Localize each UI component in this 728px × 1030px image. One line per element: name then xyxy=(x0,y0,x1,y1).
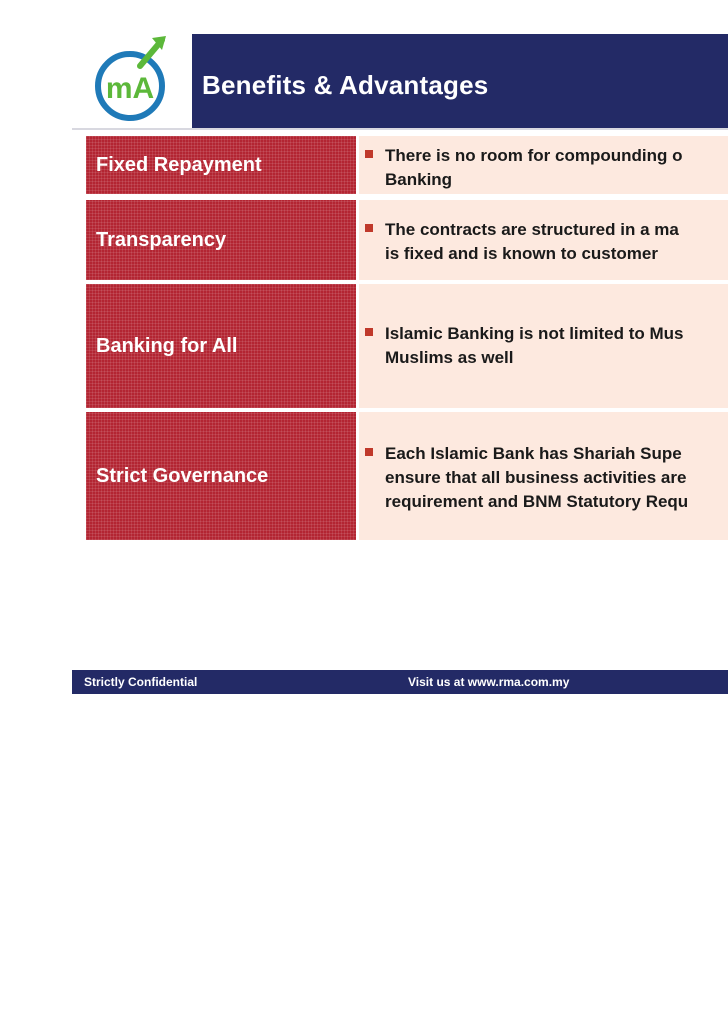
benefit-description xyxy=(359,200,728,280)
bullet-line: Muslims as well xyxy=(385,348,514,367)
benefit-label: Transparency xyxy=(96,228,227,251)
benefit-label: Banking for All xyxy=(96,334,238,357)
confidential-notice: Strictly Confidential xyxy=(84,675,198,689)
benefit-row-banking-for-all xyxy=(86,284,728,408)
square-bullet-icon xyxy=(365,224,373,232)
square-bullet-icon xyxy=(365,448,373,456)
bullet-line: requirement and BNM Statutory Requ xyxy=(385,492,689,511)
bullet-line: is fixed and is known to customer xyxy=(385,244,658,263)
bullet-item xyxy=(365,144,683,192)
rma-logo-icon xyxy=(90,36,172,124)
logo-text: mA xyxy=(105,72,155,105)
website-link[interactable]: Visit us at www.rma.com.my xyxy=(408,675,570,689)
bullet-line: ensure that all business activities are xyxy=(385,468,687,487)
benefit-description xyxy=(359,284,728,408)
benefit-label-cell xyxy=(86,200,356,280)
bullet-line: Banking xyxy=(385,170,453,189)
bullet-line: There is no room for compounding o xyxy=(385,146,683,165)
bullet-item xyxy=(365,218,679,266)
square-bullet-icon xyxy=(365,328,373,336)
bullet-line: Islamic Banking is not limited to Mus xyxy=(385,324,684,343)
benefit-label-cell xyxy=(86,284,356,408)
benefit-row-fixed-repayment xyxy=(86,136,728,194)
title-divider xyxy=(72,128,728,130)
benefit-label-cell xyxy=(86,136,356,194)
benefit-description xyxy=(359,412,728,540)
benefit-row-strict-governance xyxy=(86,412,728,540)
benefit-row-transparency xyxy=(86,200,728,280)
benefit-label-cell xyxy=(86,412,356,540)
benefit-description xyxy=(359,136,728,194)
benefit-label: Fixed Repayment xyxy=(96,153,262,176)
bullet-item xyxy=(365,322,684,370)
title-bar xyxy=(192,34,728,128)
bullet-item xyxy=(365,442,688,514)
bullet-line: Each Islamic Bank has Shariah Supe xyxy=(385,444,682,463)
bullet-line: The contracts are structured in a ma xyxy=(385,220,679,239)
square-bullet-icon xyxy=(365,150,373,158)
page-title: Benefits & Advantages xyxy=(202,70,489,100)
benefit-label: Strict Governance xyxy=(96,464,269,487)
slide xyxy=(72,30,728,695)
footer-bar xyxy=(72,670,728,694)
